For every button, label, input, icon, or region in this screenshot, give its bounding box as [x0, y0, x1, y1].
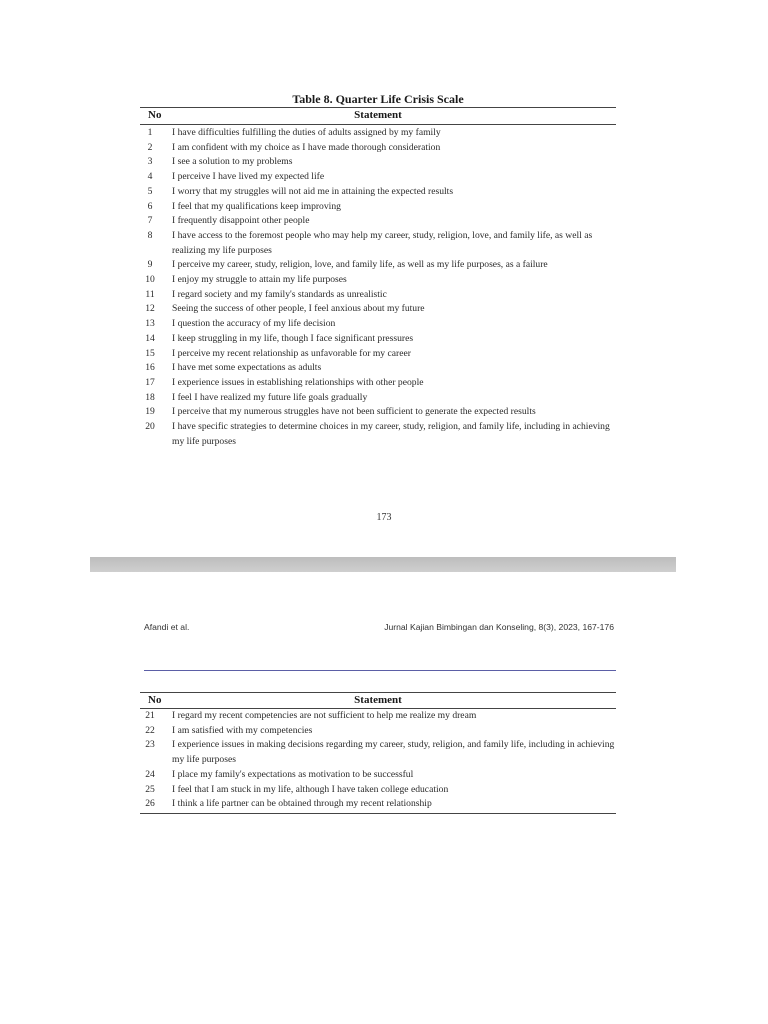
table-row	[140, 141, 616, 156]
row-statement: I keep struggling in my life, though I face significant pressures	[172, 332, 414, 344]
table-row	[140, 797, 616, 812]
row-statement: I perceive my recent relationship as unfavorable for my career	[172, 347, 411, 359]
row-statement: I place my family's expectations as motivation to be successful	[172, 768, 414, 780]
table-row	[140, 709, 616, 724]
page-separator	[90, 557, 676, 572]
column-header-statement: Statement	[354, 109, 402, 121]
table-row	[140, 724, 616, 739]
row-statement: I am confident with my choice as I have made thorough consideration	[172, 141, 441, 153]
table-row	[140, 229, 616, 258]
row-statement: I experience issues in establishing relationships with other people	[172, 376, 424, 388]
viewer-margin-left	[0, 557, 90, 572]
table-row	[140, 302, 616, 317]
column-header-statement: Statement	[354, 694, 402, 706]
header-divider	[144, 670, 616, 671]
table-row	[140, 376, 616, 391]
row-statement: I worry that my struggles will not aid me in attaining the expected results	[172, 185, 454, 197]
table-row	[140, 783, 616, 798]
row-number: 15	[145, 347, 155, 359]
table-row	[140, 185, 616, 200]
row-number: 16	[145, 362, 155, 374]
table-row	[140, 200, 616, 215]
row-number: 22	[145, 724, 155, 736]
row-number: 3	[147, 156, 153, 168]
row-number: 20	[145, 421, 155, 433]
row-number: 2	[147, 141, 153, 153]
row-statement: I regard society and my family's standards as unrealistic	[172, 288, 387, 300]
running-header	[144, 622, 614, 636]
row-statement: I perceive I have lived my expected life	[172, 171, 325, 183]
row-statement: I perceive my career, study, religion, love, and family life, as well as my life purposes, as a failure	[172, 259, 548, 271]
row-number: 10	[145, 274, 155, 286]
table-row	[140, 361, 616, 376]
table-continued-top-rule	[140, 692, 616, 693]
table-row	[140, 170, 616, 185]
row-statement: I feel I have realized my future life goals gradually	[172, 391, 368, 403]
row-statement: I have difficulties fulfilling the duties of adults assigned by my family	[172, 127, 441, 138]
page-number: 173	[376, 512, 392, 523]
table-continued-header	[140, 694, 616, 708]
table-row	[140, 391, 616, 406]
table-row	[140, 405, 616, 420]
row-number: 14	[145, 332, 155, 344]
row-statement: I think a life partner can be obtained through my recent relationship	[172, 798, 432, 810]
row-statement: Seeing the success of other people, I feel anxious about my future	[172, 303, 425, 315]
row-number: 6	[147, 200, 153, 212]
table-row	[140, 317, 616, 332]
row-statement: I have met some expectations as adults	[172, 362, 322, 374]
row-statement: I am satisfied with my competencies	[172, 724, 313, 736]
row-number: 25	[145, 783, 155, 795]
row-statement: I feel that I am stuck in my life, although I have taken college education	[172, 783, 449, 795]
table-header	[140, 109, 616, 123]
row-number: 21	[145, 710, 155, 721]
row-statement: I perceive that my numerous struggles have not been sufficient to generate the expected results	[172, 406, 536, 418]
row-statement: I have specific strategies to determine choices in my career, study, religion, and family life, including in achieving my life purposes	[172, 421, 610, 447]
table-row	[140, 332, 616, 347]
running-header-authors: Afandi et al.	[144, 622, 190, 632]
row-statement: I see a solution to my problems	[172, 156, 293, 168]
row-statement: I experience issues in making decisions regarding my career, study, religion, and family life, including in achieving my life purposes	[172, 739, 615, 766]
table-header-rule	[140, 124, 616, 125]
table-row	[140, 258, 616, 273]
row-number: 8	[147, 229, 153, 241]
row-number: 4	[147, 171, 153, 183]
table-row	[140, 738, 616, 767]
table-bottom-rule	[140, 813, 616, 814]
table-row	[140, 288, 616, 303]
row-number: 1	[147, 127, 153, 138]
table-row	[140, 214, 616, 229]
row-number: 9	[147, 259, 153, 271]
table-title: Table 8. Quarter Life Crisis Scale	[292, 92, 464, 106]
table-row	[140, 420, 616, 449]
table-row	[140, 273, 616, 288]
row-statement: I enjoy my struggle to attain my life purposes	[172, 274, 347, 286]
column-header-no: No	[148, 694, 162, 706]
running-header-journal: Jurnal Kajian Bimbingan dan Konseling, 8(3), 2023, 167-176	[384, 622, 614, 632]
row-number: 7	[147, 215, 153, 227]
row-number: 12	[145, 303, 155, 315]
row-number: 11	[145, 288, 155, 300]
row-statement: I regard my recent competencies are not sufficient to help me realize my dream	[172, 710, 477, 721]
row-number: 18	[145, 391, 155, 403]
row-number: 24	[145, 768, 155, 780]
row-number: 17	[145, 376, 155, 388]
table-row	[140, 155, 616, 170]
row-number: 26	[145, 798, 155, 810]
column-header-no: No	[148, 109, 162, 121]
table-row	[140, 768, 616, 783]
row-statement: I have access to the foremost people who may help my career, study, religion, love, and family life, as well as realizing my life purposes	[172, 229, 593, 256]
row-number: 19	[145, 406, 155, 418]
row-statement: I frequently disappoint other people	[172, 215, 310, 227]
row-number: 5	[147, 185, 153, 197]
table-continued-body	[140, 709, 616, 812]
table-row	[140, 347, 616, 362]
row-number: 13	[145, 318, 155, 330]
table-row	[140, 126, 616, 141]
row-statement: I question the accuracy of my life decision	[172, 318, 336, 330]
table-top-rule	[140, 107, 616, 108]
table-body	[140, 126, 616, 449]
row-statement: I feel that my qualifications keep improving	[172, 200, 341, 212]
viewer-margin-right	[676, 557, 768, 572]
row-number: 23	[145, 739, 155, 751]
